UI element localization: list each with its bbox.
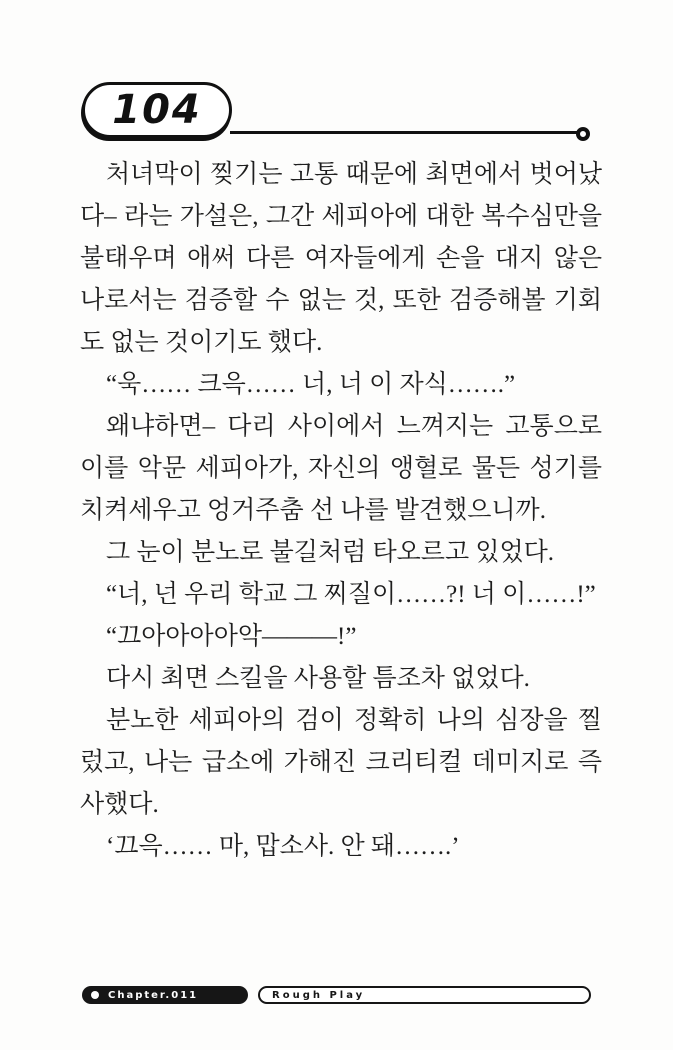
paragraph-thought: ‘끄윽…… 마, 맙소사. 안 돼…….’	[106, 833, 460, 860]
paragraph-narration: 처녀막이 찢기는 고통 때문에 최면에서 벗어났다– 라는 가설은, 그간 세피아에 대한 복수심만을 불태우며 애써 다른 여자들에게 손을 대지 않은 나로서는 검증할 수 없는 것, 또한 검증해볼 기회도 없는 것이기도 했다.	[80, 161, 602, 356]
page-number-badge	[82, 82, 232, 138]
paragraph-narration: 분노한 세피아의 검이 정확히 나의 심장을 찔렀고, 나는 급소에 가해진 크리티컬 데미지로 즉사했다.	[80, 707, 602, 818]
page-number: 104	[112, 87, 202, 133]
bullet-dot-icon	[91, 991, 99, 999]
page-footer	[82, 986, 591, 1004]
header-rule	[230, 131, 578, 134]
paragraph-dialogue: “끄아아아아악———!”	[106, 623, 357, 650]
series-title-label: Rough Play	[272, 989, 366, 1001]
page-content	[80, 154, 602, 868]
paragraph-dialogue: “너, 넌 우리 학교 그 찌질이……?! 너 이……!”	[106, 581, 596, 608]
series-title-badge	[258, 986, 591, 1004]
rule-end-circle-icon	[576, 127, 590, 141]
paragraph-narration: 다시 최면 스킬을 사용할 틈조차 없었다.	[106, 665, 530, 692]
page-header	[82, 82, 673, 142]
chapter-badge	[82, 986, 248, 1004]
paragraph-narration: 그 눈이 분노로 불길처럼 타오르고 있었다.	[106, 539, 555, 566]
chapter-label: Chapter.011	[108, 989, 199, 1001]
paragraph-narration: 왜냐하면– 다리 사이에서 느껴지는 고통으로 이를 악문 세피아가, 자신의 앵혈로 물든 성기를 치켜세우고 엉거주춤 선 나를 발견했으니까.	[80, 413, 602, 524]
paragraph-dialogue: “욱…… 크윽…… 너, 너 이 자식…….”	[106, 371, 516, 398]
